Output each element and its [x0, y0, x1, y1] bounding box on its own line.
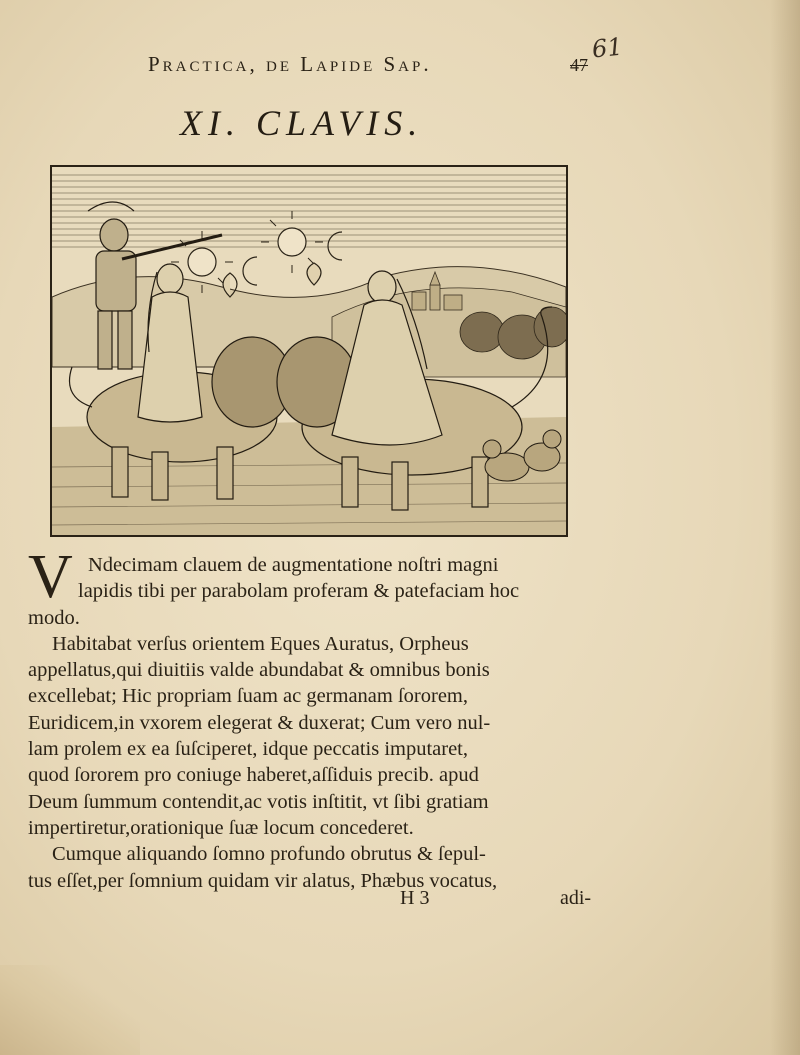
handwritten-folio: 61: [590, 32, 624, 64]
text-line: Habitabat verſus orientem Eques Auratus, Orpheus: [52, 632, 469, 655]
paragraph-3: [28, 841, 624, 894]
catchword: adi-: [560, 887, 592, 909]
page-edge-shadow: [770, 0, 800, 1055]
body-text: [28, 552, 624, 894]
signature-mark: H 3: [400, 887, 430, 909]
page-corner-fold: [0, 965, 140, 1055]
text-line: Cumque aliquando ſomno profundo obrutus & ſepul-: [52, 843, 486, 866]
running-head: Practica, de Lapide Sap.: [148, 52, 432, 76]
paragraph-1: [28, 552, 624, 631]
paragraph-2: [28, 631, 624, 841]
drop-capital: V: [28, 543, 73, 611]
engraving-plate: [50, 165, 568, 537]
text-line: Deum ſummum contendit,ac votis inſtitit, vt ſibi gratiam: [28, 790, 489, 813]
engraving-illustration: [52, 167, 566, 535]
text-line: tus eſſet,per ſomnium quidam vir alatus, Phæbus vocatus,: [28, 869, 498, 892]
text-line: excellebat; Hic propriam ſuam ac germanam ſororem,: [28, 685, 468, 708]
chapter-heading: XI. CLAVIS.: [180, 103, 424, 143]
text-line: lapidis tibi per parabolam proferam & patefaciam hoc: [78, 580, 520, 603]
text-line: modo.: [28, 606, 80, 629]
text-line: impertiretur,orationique ſuæ locum concederet.: [28, 816, 414, 839]
text-line: Euridicem,in vxorem elegerat & duxerat; Cum vero nul-: [28, 711, 491, 734]
text-line: Ndecimam clauem de augmentatione noſtri magni: [88, 554, 499, 576]
text-line: quod ſororem pro coniuge haberet,aſſiduis precib. apud: [28, 764, 479, 787]
text-line: lam prolem ex ea ſuſciperet, idque peccatis imputaret,: [28, 738, 468, 761]
printed-folio: 47: [570, 55, 588, 75]
text-line: appellatus,qui diuitiis valde abundabat & omnibus bonis: [28, 659, 490, 682]
